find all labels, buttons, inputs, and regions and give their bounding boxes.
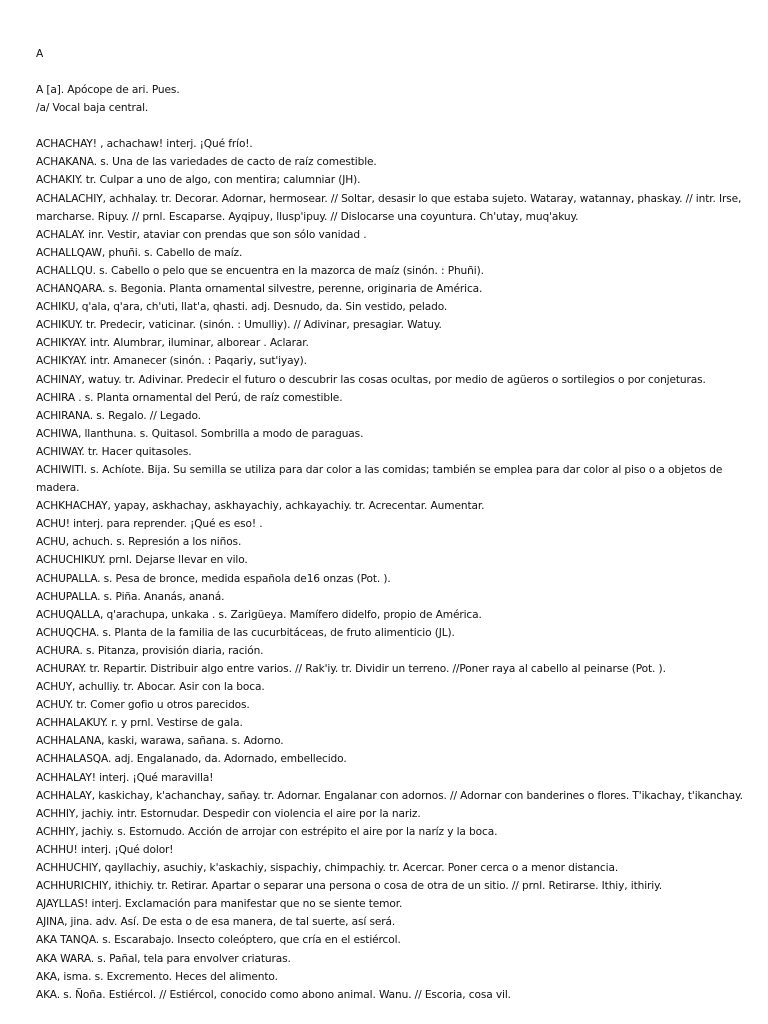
dictionary-entry: ACHKHACHAY, yapay, askhachay, askhayachiy, achkayachiy. tr. Acrecentar. Aumentar. xyxy=(36,500,485,513)
dictionary-entry: ACHALLQAW, phuñi. s. Cabello de maíz. xyxy=(36,246,243,259)
section-letter-heading: A xyxy=(36,48,44,60)
dictionary-entry: ACHALACHIY, achhalay. tr. Decorar. Adornar, hermosear. // Soltar, desasir lo que estaba sujeto. Wataray, watannay, phaskay. // intr. Irse, marcharse. Ripuy. // prnl. Escaparse. Ayqipuy, llusp'ipuy. // Dislocarse una coyuntura. Ch'utay, muq'akuy. xyxy=(36,192,742,223)
dictionary-entry: ACHIWAY. tr. Hacer quitasoles. xyxy=(36,445,192,458)
dictionary-entry: ACHALLQU. s. Cabello o pelo que se encuentra en la mazorca de maíz (sinón. : Phuñi). xyxy=(36,264,484,277)
dictionary-entry: ACHACHAY! , achachaw! interj. ¡Qué frío!. xyxy=(36,138,253,151)
dictionary-entry: ACHIKYAY. intr. Alumbrar, iluminar, alborear . Aclarar. xyxy=(36,337,309,350)
dictionary-entry: ACHU, achuch. s. Represión a los niños. xyxy=(36,536,242,549)
dictionary-entry: ACHUPALLA. s. Pesa de bronce, medida española de16 onzas (Pot. ). xyxy=(36,572,391,585)
dictionary-entry: ACHIKUY. tr. Predecir, vaticinar. (sinón. : Umulliy). // Adivinar, presagiar. Watuy. xyxy=(36,319,442,332)
dictionary-entry: AKA, isma. s. Excremento. Heces del alimento. xyxy=(36,970,278,983)
intro-line: /a/ Vocal baja central. xyxy=(36,102,149,115)
dictionary-entry: ACHHIY, jachiy. s. Estornudo. Acción de arrojar con estrépito el aire por la naríz y la boca. xyxy=(36,825,498,838)
intro-line: A [a]. Apócope de ari. Pues. xyxy=(36,84,180,97)
dictionary-entry: ACHAKANA. s. Una de las variedades de cacto de raíz comestible. xyxy=(36,156,377,169)
letter-intro xyxy=(36,81,748,117)
dictionary-entry: AJAYLLAS! interj. Exclamación para manifestar que no se siente temor. xyxy=(36,898,403,911)
dictionary-entry: ACHHU! interj. ¡Qué dolor! xyxy=(36,843,174,856)
dictionary-entry: ACHHALAY, kaskichay, k'achanchay, sañay. tr. Adornar. Engalanar con adornos. // Adornar con banderines o flores. T'ikachay, t'ikanchay. xyxy=(36,789,743,802)
dictionary-entry: ACHHUCHIY, qayllachiy, asuchiy, k'askachiy, sispachiy, chimpachiy. tr. Acercar. Poner cerca o a menor distancia. xyxy=(36,862,619,875)
dictionary-entry: AKA. s. Ñoña. Estiércol. // Estiércol, conocido como abono animal. Wanu. // Escoria, cosa vil. xyxy=(36,988,511,1001)
dictionary-entries xyxy=(36,135,748,1004)
dictionary-entry: ACHIKU, q'ala, q'ara, ch'uti, llat'a, qhasti. adj. Desnudo, da. Sin vestido, pelado. xyxy=(36,301,448,314)
dictionary-entry: ACHUPALLA. s. Piña. Ananás, ananá. xyxy=(36,590,225,603)
dictionary-entry: ACHAKIY. tr. Culpar a uno de algo, con mentira; calumniar (JH). xyxy=(36,174,361,187)
dictionary-entry: ACHIRA . s. Planta ornamental del Perú, de raíz comestible. xyxy=(36,391,343,404)
dictionary-entry: ACHIWITI. s. Achíote. Bija. Su semilla se utiliza para dar color a las comidas; también se emplea para dar color al piso o a objetos de madera. xyxy=(36,463,723,495)
dictionary-entry: AJINA, jina. adv. Así. De esta o de esa manera, de tal suerte, así será. xyxy=(36,916,396,929)
dictionary-entry: ACHUCHIKUY. prnl. Dejarse llevar en vilo. xyxy=(36,554,248,567)
dictionary-entry: ACHANQARA. s. Begonia. Planta ornamental silvestre, perenne, originaria de América. xyxy=(36,283,483,296)
dictionary-entry: ACHUQCHA. s. Planta de la familia de las cucurbitáceas, de fruto alimenticio (JL). xyxy=(36,626,455,639)
dictionary-entry: ACHHIY, jachiy. intr. Estornudar. Despedir con violencia el aire por la nariz. xyxy=(36,807,421,820)
dictionary-entry: AKA WARA. s. Pañal, tela para envolver criaturas. xyxy=(36,952,291,965)
dictionary-entry: ACHHALASQA. adj. Engalanado, da. Adornado, embellecido. xyxy=(36,753,347,766)
dictionary-entry: ACHIKYAY. intr. Amanecer (sinón. : Paqariy, sut'iyay). xyxy=(36,355,307,368)
dictionary-entry: ACHHURICHIY, ithichiy. tr. Retirar. Apartar o separar una persona o cosa de otra de un sitio. // prnl. Retirarse. Ithiy, ithiriy. xyxy=(36,880,662,893)
dictionary-entry: ACHHALANA, kaski, warawa, sañana. s. Adorno. xyxy=(36,735,284,748)
dictionary-entry: ACHUY, achulliy. tr. Abocar. Asir con la boca. xyxy=(36,681,265,694)
dictionary-entry: ACHURAY. tr. Repartir. Distribuir algo entre varios. // Rak'iy. tr. Dividir un terreno. //Poner raya al cabello al peinarse (Pot. ). xyxy=(36,663,666,675)
dictionary-entry: ACHUY. tr. Comer gofio u otros parecidos. xyxy=(36,699,250,712)
dictionary-entry: ACHHALAY! interj. ¡Qué maravilla! xyxy=(36,771,214,784)
dictionary-entry: ACHU! interj. para reprender. ¡Qué es eso! . xyxy=(36,518,263,531)
dictionary-entry: AKA TANQA. s. Escarabajo. Insecto coleóptero, que cría en el estiércol. xyxy=(36,934,401,947)
dictionary-page xyxy=(36,45,748,1004)
dictionary-entry: ACHIRANA. s. Regalo. // Legado. xyxy=(36,409,201,422)
dictionary-entry: ACHALAY. inr. Vestir, ataviar con prendas que son sólo vanidad . xyxy=(36,228,367,241)
dictionary-entry: ACHIWA, llanthuna. s. Quitasol. Sombrilla a modo de paraguas. xyxy=(36,427,364,440)
dictionary-entry: ACHHALAKUY. r. y prnl. Vestirse de gala. xyxy=(36,717,243,730)
dictionary-entry: ACHINAY, watuy. tr. Adivinar. Predecir el futuro o descubrir las cosas ocultas, por medio de agüeros o sortilegios o por conjeturas. xyxy=(36,373,706,386)
dictionary-entry: ACHURA. s. Pitanza, provisión diaria, ración. xyxy=(36,644,264,657)
dictionary-entry: ACHUQALLA, q'arachupa, unkaka . s. Zarigüeya. Mamífero didelfo, propio de América. xyxy=(36,608,482,621)
